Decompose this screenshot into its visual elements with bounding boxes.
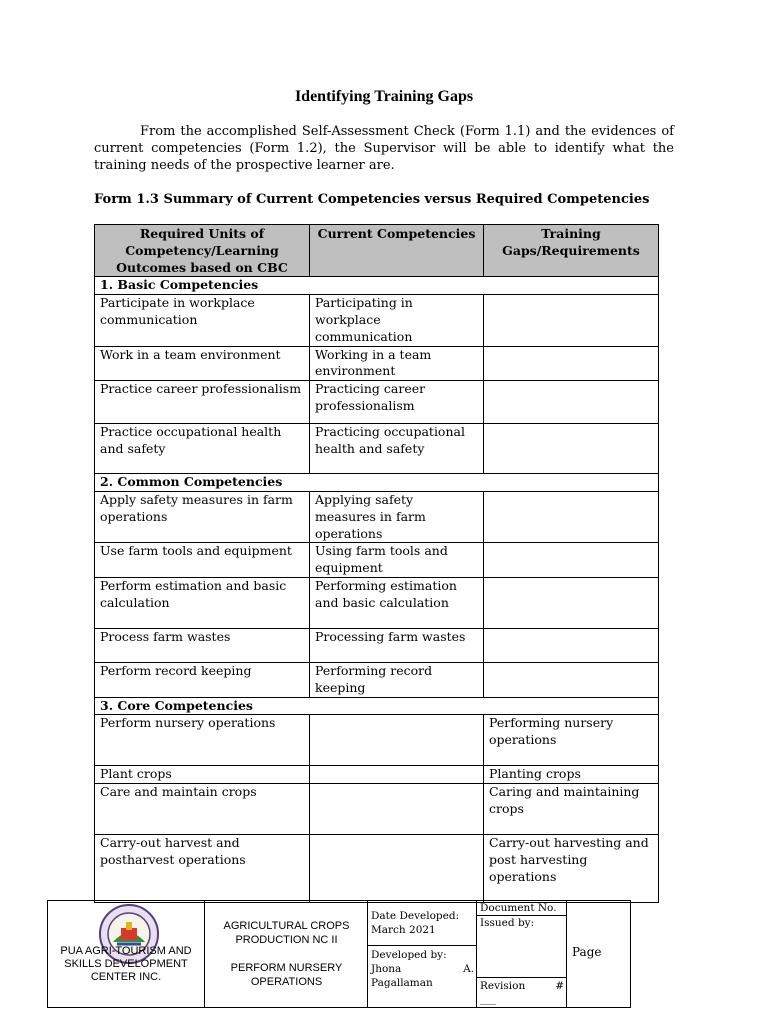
current-cell: Using farm tools and equipment [310,543,484,578]
required-cell: Work in a team environment [95,346,310,381]
form-title: Form 1.3 Summary of Current Competencies versus Required Competencies [94,192,650,207]
footer-page-cell [566,901,631,1007]
column-header-current: Current Competencies [310,225,484,277]
module-name: PERFORM NURSERY OPERATIONS [230,962,343,988]
table-row [95,784,659,835]
gap-cell [484,295,659,346]
table-row [95,346,659,381]
table-row [95,715,659,766]
developed-by [371,948,474,990]
revision-value: ___ [480,993,496,1005]
table-row [95,766,659,784]
table-row [95,424,659,474]
required-cell: Process farm wastes [95,628,310,662]
developed-by-label: Developed by: [371,949,447,961]
required-cell: Participate in workplace communication [95,295,310,346]
required-cell: Practice occupational health and safety [95,424,310,474]
current-cell: Processing farm wastes [310,628,484,662]
current-cell: Applying safety measures in farm operations [310,491,484,542]
column-header-gaps: Training Gaps/Requirements [484,225,659,277]
current-cell [310,784,484,835]
required-cell: Perform record keeping [95,662,310,697]
gap-cell [484,381,659,424]
gap-cell [484,491,659,542]
org-name: PUA AGRI-TOURISM AND SKILLS DEVELOPMENT CENTER INC. [60,945,192,983]
revision-hash: # [555,980,564,992]
date-developed [371,909,474,937]
table-header-row [95,225,659,277]
required-cell: Carry-out harvest and postharvest operations [95,835,310,903]
page-title: Identifying Training Gaps [294,88,474,105]
gap-cell: Caring and maintaining crops [484,784,659,835]
section-title: 2. Common Competencies [95,474,659,492]
table-row [95,381,659,424]
gap-cell: Planting crops [484,766,659,784]
section-title: 3. Core Competencies [95,697,659,715]
table-row [95,295,659,346]
table-row [95,835,659,903]
table-row [95,543,659,578]
footer-date-cell [367,901,477,1007]
required-cell: Care and maintain crops [95,784,310,835]
document-footer [47,900,631,1008]
current-cell [310,766,484,784]
current-cell: Participating in workplace communication [310,295,484,346]
current-cell: Practicing occupational health and safety [310,424,484,474]
revision-label: Revision [480,980,526,992]
gap-cell [484,543,659,578]
developer-middle-initial: A. [463,963,474,975]
section-row-basic [95,277,659,295]
required-cell: Apply safety measures in farm operations [95,491,310,542]
developer-last-name: Pagallaman [371,977,433,989]
document-number-label: Document No. [480,902,557,914]
current-cell [310,835,484,903]
gap-cell: Performing nursery operations [484,715,659,766]
current-cell [310,715,484,766]
footer-org-cell [48,901,204,1007]
developer-name [371,962,474,976]
section-title: 1. Basic Competencies [95,277,659,295]
footer-doc-cell [476,901,567,1007]
required-cell: Perform estimation and basic calculation [95,577,310,628]
table-row [95,491,659,542]
gap-cell [484,662,659,697]
required-cell: Plant crops [95,766,310,784]
table-row [95,577,659,628]
current-cell: Practicing career professionalism [310,381,484,424]
section-row-common [95,474,659,492]
table-row [95,662,659,697]
gap-cell [484,424,659,474]
divider [477,977,567,978]
gap-cell [484,628,659,662]
current-cell: Performing record keeping [310,662,484,697]
required-cell: Practice career professionalism [95,381,310,424]
issued-by-label: Issued by: [480,917,535,929]
table-row [95,628,659,662]
gap-cell [484,577,659,628]
current-cell: Working in a team environment [310,346,484,381]
footer-qualification-cell [204,901,368,1007]
page-label: Page [572,945,602,959]
qualification-name: AGRICULTURAL CROPS PRODUCTION NC II [223,920,350,946]
competency-table [94,224,659,903]
required-cell: Use farm tools and equipment [95,543,310,578]
section-row-core [95,697,659,715]
gap-cell: Carry-out harvesting and post harvesting operations [484,835,659,903]
developer-first-name: Jhona [371,963,402,975]
gap-cell [484,346,659,381]
column-header-required: Required Units of Competency/Learning Outcomes based on CBC [95,225,310,277]
required-cell: Perform nursery operations [95,715,310,766]
current-cell: Performing estimation and basic calculation [310,577,484,628]
divider [368,945,477,946]
date-developed-value: March 2021 [371,924,436,936]
date-developed-label: Date Developed: [371,910,460,922]
revision [480,979,564,993]
intro-paragraph: From the accomplished Self-Assessment Check (Form 1.1) and the evidences of current competencies (Form 1.2), the Supervisor will be able to identify what the training needs of the prospective learner are. [94,124,674,173]
